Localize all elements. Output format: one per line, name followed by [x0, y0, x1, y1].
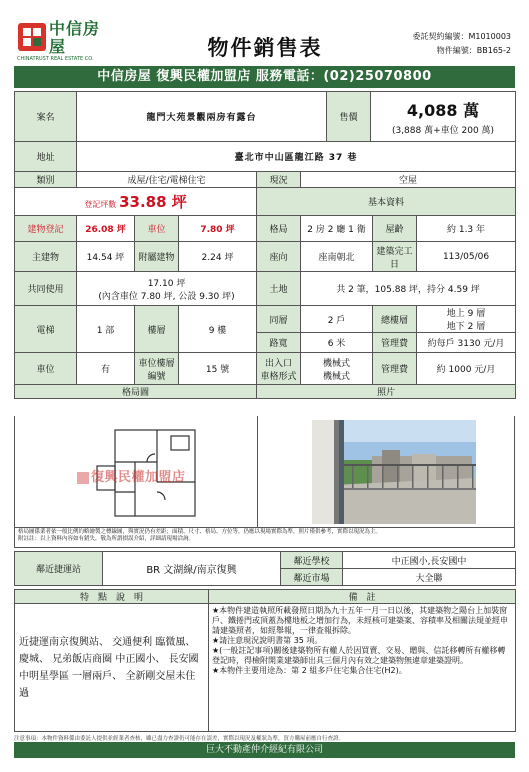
remark-1: ★本物件建造執照所載發照日期為九十五年一月一日以後，其建築物之陽台上加裝窗戶、鐵捲門或頂蓋為樓地板之增加行為，未經核可建築案、容積率及相關法規並經申請建築照者，如經舉報，一律查報拆除。 — [212, 606, 508, 635]
photo-label: 照片 — [257, 385, 516, 399]
households-label: 同層 — [257, 306, 301, 333]
status-label: 現況 — [257, 172, 301, 188]
attached-label: 附屬建物 — [135, 242, 179, 272]
listing-name: 龍門大苑景觀兩房有露台 — [77, 92, 327, 142]
building-value: 26.08 坪 — [77, 216, 135, 242]
total-floors-value: 地上 9 層 — [446, 309, 486, 319]
main-building-label: 主建物 — [15, 242, 77, 272]
elevator-label: 電梯 — [15, 306, 77, 353]
status-value: 空屋 — [301, 172, 516, 188]
logo-mark-icon — [17, 22, 47, 52]
mgmt-fee-label: 管理費 — [373, 333, 417, 353]
address-label: 地址 — [15, 142, 77, 172]
logo-text: 中信房屋 — [49, 19, 101, 56]
road-value: 6 米 — [301, 333, 373, 353]
car-floor-value: 15 號 — [179, 353, 257, 385]
parking-area-value: 7.80 坪 — [179, 216, 257, 242]
watermark-text: 復興民權加盟店 — [91, 470, 186, 485]
watermark — [77, 466, 186, 485]
car-label: 車位 — [15, 353, 77, 385]
company-footer: 巨大不動產仲介經紀有限公司 — [14, 742, 515, 758]
car-value: 有 — [77, 353, 135, 385]
total-floors-label: 總樓層 — [373, 306, 417, 333]
completion-value: 113/05/06 — [417, 242, 516, 272]
transit-value: BR 文湖線/南京復興 — [103, 552, 281, 586]
elevator-value: 1 部 — [77, 306, 135, 353]
car-floor-label: 車位樓層編號 — [135, 353, 179, 385]
basement-value: 地下 2 層 — [446, 322, 486, 332]
land-label: 土地 — [257, 272, 301, 306]
attached-value: 2.24 坪 — [179, 242, 257, 272]
nearby-table — [14, 551, 516, 586]
car-entry-cell — [257, 353, 301, 385]
households-value: 2 戶 — [301, 306, 373, 333]
building-label: 建物登記 — [15, 216, 77, 242]
floor-label: 樓層 — [135, 306, 179, 353]
floorplan-label: 格局圖 — [15, 385, 257, 399]
name-label: 案名 — [15, 92, 77, 142]
land-value: 共 2 筆，105.88 坪，持分 4.59 坪 — [301, 272, 516, 306]
description-table — [14, 589, 516, 732]
remark-3: ★(一般註記事項)關後建築物所有權人於因買賣、交易、贈與、信託移轉所有權移轉登記時，得檢附開業建築師出具三個月內有效之建築物無違章建築證明。 — [212, 646, 506, 665]
car-type-cell — [301, 353, 373, 385]
features-label: 特 點 說 明 — [15, 590, 209, 604]
basic-info-label: 基本資料 — [257, 188, 516, 216]
address-value: 臺北市中山區龍江路 37 巷 — [77, 142, 516, 172]
road-label: 路寬 — [257, 333, 301, 353]
parking-area-label: 車位 — [135, 216, 179, 242]
features-text: 近捷運南京復興站、 交通便利 臨微風、 慶城、 兄弟飯店商圈 中正國小、 長安國中明星學區 一層兩戶、 全新剛交屋未住過 — [15, 604, 209, 732]
category-value: 成屋/住宅/電梯住宅 — [77, 172, 257, 188]
price-value: 4,088 萬 — [406, 100, 480, 120]
area-value: 33.88 坪 — [119, 193, 187, 211]
remark-2: ★請注意現況說明書第 35 項。 — [212, 636, 323, 645]
floorplan-notes — [14, 528, 515, 548]
category-label: 類別 — [15, 172, 77, 188]
property-number — [437, 45, 511, 56]
contract-number — [412, 31, 511, 42]
contract-number-label: 委託契約編號： — [412, 32, 469, 41]
car-type-label: 車格形式 — [260, 371, 297, 382]
common-detail: (內含車位 7.80 坪, 公設 9.30 坪) — [98, 291, 235, 302]
notes-line-2: 附註註：以上資料內容如有錯失，敬為所謂損誤介紹，詳細請現場洽詢。 — [18, 536, 195, 542]
area-label: 登記坪數 — [84, 200, 117, 209]
contract-number-value: M1010003 — [468, 32, 511, 41]
layout-label: 格局 — [257, 216, 301, 242]
price-cell — [371, 92, 516, 142]
logo-subtext: CHINATRUST REAL ESTATE CO. — [17, 56, 94, 62]
car-mgmt-label: 管理費 — [373, 353, 417, 385]
school-label: 鄰近學校 — [281, 552, 343, 569]
total-floors-cell — [417, 306, 516, 333]
images-row — [14, 416, 515, 528]
property-number-label: 物件編號： — [436, 46, 477, 55]
property-number-value: BB165-2 — [476, 46, 511, 55]
company-logo — [17, 20, 109, 66]
remarks-label: 備 註 — [209, 590, 516, 604]
completion-label: 建築完工日 — [373, 242, 417, 272]
common-value: 17.10 坪 — [147, 278, 186, 289]
document-title: 物件銷售表 — [207, 36, 323, 60]
age-value: 約 1.3 年 — [417, 216, 516, 242]
car-entry-value: 機械式 — [323, 358, 351, 369]
footer-note: 注意事項：本物件資料係由委託人提供並經業者查核，雖已盡力查證仍可能存在誤差，實際以現況及權狀為準，買方購屋前應自行查證。 — [14, 736, 345, 742]
market-value: 大全聯 — [343, 569, 516, 586]
remarks-cell — [209, 604, 516, 732]
transit-label: 鄰近捷運站 — [15, 552, 103, 586]
watermark-logo-icon — [77, 472, 89, 484]
remark-4: ★本物件主要用途為：第 2 組多戶住宅集合住宅(H2)。 — [212, 666, 407, 675]
market-label: 鄰近市場 — [281, 569, 343, 586]
balcony-photo — [312, 420, 476, 524]
layout-value: 2 房 2 廳 1 衛 — [301, 216, 373, 242]
car-entry-label: 出入口 — [265, 358, 293, 369]
age-label: 屋齡 — [373, 216, 417, 242]
title-table — [14, 91, 516, 142]
school-value: 中正國小,長安國中 — [343, 552, 516, 569]
facing-label: 座向 — [257, 242, 301, 272]
main-building-value: 14.54 坪 — [77, 242, 135, 272]
contact-banner: 中信房屋 復興民權加盟店 服務電話：(02)25070800 — [14, 66, 515, 88]
price-detail: (3,888 萬+車位 200 萬) — [391, 125, 495, 136]
mgmt-fee-value: 約每戶 3130 元/月 — [417, 333, 516, 353]
address-table — [14, 141, 516, 172]
car-type-value: 機械式 — [323, 371, 351, 382]
common-label: 共同使用 — [15, 272, 77, 306]
registered-area — [15, 188, 257, 216]
facing-value: 座南朝北 — [301, 242, 373, 272]
common-cell — [77, 272, 257, 306]
images-divider — [257, 416, 258, 528]
info-table — [14, 171, 516, 399]
price-label: 售價 — [327, 92, 371, 142]
notes-line-1: 格局圖係業者依一般比例約略繪製之標線圖，與實況仍有差距；面積、尺寸、格局、方位等，仍應以現場實際為準，照片僅供參考，實際以現況為主。 — [18, 529, 382, 535]
floor-value: 9 樓 — [179, 306, 257, 353]
car-mgmt-value: 約 1000 元/月 — [417, 353, 516, 385]
